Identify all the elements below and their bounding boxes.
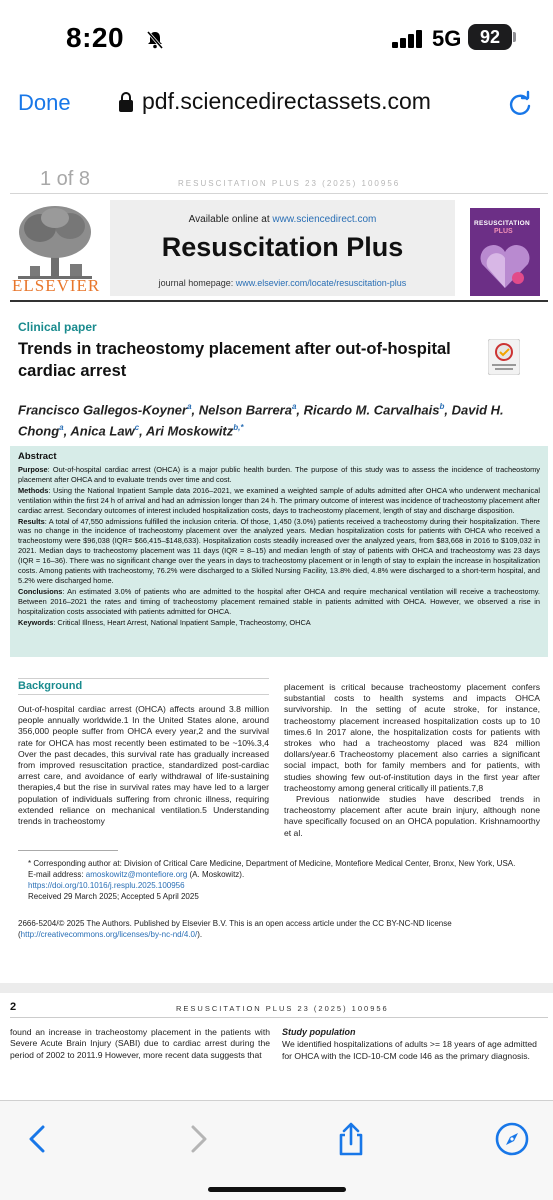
author-affiliation: c bbox=[134, 423, 140, 433]
journal-masthead bbox=[110, 200, 455, 296]
browser-nav-bar bbox=[0, 78, 553, 148]
lock-icon bbox=[118, 91, 134, 113]
cover-title: RESUSCITATION bbox=[474, 220, 531, 227]
abstract-keywords bbox=[18, 618, 540, 628]
results-label: Results bbox=[18, 516, 45, 526]
author-affiliation: b,* bbox=[233, 423, 244, 433]
compass-icon[interactable] bbox=[494, 1121, 530, 1157]
status-time: 8:20 bbox=[66, 22, 125, 53]
page-number: 2 bbox=[10, 1001, 17, 1013]
pdf-page-1 bbox=[0, 148, 553, 983]
background-text-right: placement is critical because tracheostomy placement confers substantial costs to health systems and impacts OHCA survivorship. In the setting of acute stroke, for instance, tracheostomy placement increased hospitalization costs up to 10 times.6 In 2017 alone, the hospitalization costs for patients with strokes who had a tracheostomy placed was 824 million dollars/year.6 Tracheostomy placement also carries a significant social impact, both for family members and for patients, with studies showing few out-of-institution days in the first year after tracheostomy among general critically ill patients.7,8 bbox=[284, 682, 540, 793]
methods-label: Methods bbox=[18, 485, 49, 495]
purpose-label: Purpose bbox=[18, 465, 48, 474]
author-affiliation: a bbox=[187, 402, 192, 411]
page2-left-text: found an increase in tracheostomy placement in the patients with Severe Acute Brain Injury (SABI) due to cardiac arrest during the period of 2002 to 2011.9 However, more recent data suggests that bbox=[10, 1027, 270, 1060]
doi-line bbox=[28, 880, 538, 891]
corresponding-author: * Corresponding author at: Division of Critical Care Medicine, Department of Medicine, Montefiore Medical Center, Bronx, New York, USA. bbox=[28, 859, 516, 868]
abstract-box bbox=[10, 446, 548, 657]
author-affiliation: b bbox=[439, 402, 445, 411]
homepage-link[interactable]: www.elsevier.com/locate/resuscitation-plus bbox=[235, 278, 407, 288]
abstract-conclusions bbox=[18, 587, 540, 617]
silent-bell-icon bbox=[145, 30, 165, 50]
url-text: pdf.sciencedirectassets.com bbox=[142, 88, 431, 114]
reload-icon[interactable] bbox=[505, 90, 535, 120]
email-prefix: E-mail address: bbox=[28, 870, 86, 879]
battery-level: 92 bbox=[468, 24, 512, 50]
masthead-rule bbox=[10, 300, 548, 302]
available-online bbox=[110, 214, 455, 225]
share-icon[interactable] bbox=[333, 1121, 369, 1157]
results-text: : A total of 47,550 admissions fulfilled the inclusion criteria. Of those, 1,450 (3.0%) patients received a tracheostomy during their hospitalization. There was no change in the incidence of tracheostomy placement over the analyzed years. Median hospitalization costs for patients with OHCA who received a tracheostomy were $96,038 (IQR= $66,415–$148,633). Hospitalization costs steadily increased over the analyzed years, from $83,668 in 2016 to $109,032 in 2021. Median days to tracheostomy placement was 11 days (IQR = 8–15) and median length of stay of patients with OHCA and tracheostomy was 23 days (IQR = 16–36). There was no significant change over the years in days to tracheostomy placement or in length of stay to explain the increase in hospitalization costs. Among patients with tracheostomy, 76.2% were discharged to a Skilled Nursing Facility, 13.8% died, 4.8% were discharged to a short-term hospital, and 5.2% were discharged home. bbox=[18, 516, 540, 585]
sciencedirect-link[interactable]: www.sciencedirect.com bbox=[272, 214, 377, 225]
license-prefix: 2666-5204/© 2025 The Authors. Published by Elsevier B.V. This is an open access article under the CC BY-NC-ND license ( bbox=[18, 919, 452, 939]
study-population-text: We identified hospitalizations of adults >= 18 years of age admitted for OHCA with the ICD-10-CM code I46 as the primary diagnosis. bbox=[282, 1039, 537, 1061]
email-suffix: (A. Moskowitz). bbox=[187, 870, 245, 879]
browser-toolbar bbox=[0, 1100, 553, 1200]
study-population-heading: Study population bbox=[282, 1027, 356, 1037]
author-name: Nelson Barrera bbox=[198, 402, 292, 418]
license-end: ). bbox=[197, 930, 203, 939]
abstract-purpose bbox=[18, 465, 540, 485]
received-line: Received 29 March 2025; Accepted 5 April 2025 bbox=[28, 892, 199, 901]
author-affiliation: a bbox=[59, 423, 64, 433]
email-line bbox=[28, 869, 538, 880]
doi-link[interactable]: https://doi.org/10.1016/j.resplu.2025.100956 bbox=[28, 881, 185, 890]
author-name: David H. Chong bbox=[18, 402, 504, 439]
background-heading: Background bbox=[18, 680, 83, 692]
page-indicator: 1 of 8 bbox=[40, 168, 91, 190]
purpose-text: : Out-of-hospital cardiac arrest (OHCA) is a major public health burden. The purpose of this study was to assess the incidence of tracheostomy placement after OHCA and to evaluate trends over time and cost. bbox=[18, 465, 540, 484]
header-rule-2 bbox=[10, 1017, 548, 1018]
abstract-methods bbox=[18, 486, 540, 516]
author-name: Francisco Gallegos-Koyner bbox=[18, 402, 188, 418]
conclusions-text: : An estimated 3.0% of patients who are admitted to the hospital after OHCA and require mechanical ventilation will receive a tracheostomy. Between 2016–2021 the rates and timing of tracheostomy placement remained stable in patients admitted with OHCA. However, we observed a rise in hospitalization costs associated with patients admitted for OHCA. bbox=[18, 586, 540, 616]
chevron-left-icon[interactable] bbox=[20, 1121, 56, 1157]
background-text-right-2: Previous nationwide studies have described trends in tracheostomy placement after acute brain injury, although none have specifically focused on an OHCA population. Krishnamoorthy et al. bbox=[284, 794, 540, 838]
license-text bbox=[18, 918, 538, 940]
home-indicator bbox=[208, 1187, 346, 1192]
running-header: RESUSCITATION PLUS 23 (2025) 100956 bbox=[178, 179, 401, 188]
cellular-signal-icon bbox=[392, 28, 426, 48]
pdf-viewer[interactable] bbox=[0, 148, 553, 1100]
cover-heart-graphic bbox=[478, 242, 532, 290]
battery-icon bbox=[513, 32, 516, 42]
author-name: Anica Law bbox=[70, 423, 135, 439]
homepage-prefix: journal homepage: bbox=[158, 278, 236, 288]
background-text-left: Out-of-hospital cardiac arrest (OHCA) affects around 3.8 million people annually worldwide.1 In the United States alone, around 356,000 people suffer from OHCA every year,2 and the survival rate for OHCA has most recently been estimated to be ~10%.3,4 Over the past decades, this survival rate has gradually increased from improved resuscitation practice, standardized post-cardiac arrest care, and avoidance of early withdrawal of life-sustaining therapies,4 but the rise in survival rates may have led to a larger population of individuals suffering from chronic illness, requiring extended reliance on mechanical ventilation.5 Understanding trends in tracheostomy bbox=[18, 704, 269, 827]
author-name: Ricardo M. Carvalhais bbox=[303, 402, 440, 418]
footnotes bbox=[28, 858, 538, 902]
journal-homepage bbox=[110, 278, 455, 288]
url-bar[interactable] bbox=[118, 88, 431, 115]
article-category: Clinical paper bbox=[18, 320, 97, 334]
header-rule bbox=[10, 193, 548, 194]
methods-text: : Using the National Inpatient Sample data 2016–2021, we examined a weighted sample of adults admitted after OHCA who underwent mechanical ventilation within the first 24 h of arrival and had an admission longer than 24 h. The primary outcome of interest was incidence of tracheostomy placement after cardiac arrest. Secondary outcomes of interest included hospitalization costs, days to tracheostomy placement, length of stay and discharge disposition. bbox=[18, 485, 540, 515]
author-name: Ari Moskowitz bbox=[145, 423, 234, 439]
footnote-rule bbox=[18, 850, 118, 851]
license-link[interactable]: http://creativecommons.org/licenses/by-nc-nd/4.0/ bbox=[20, 930, 198, 939]
done-button[interactable]: Done bbox=[18, 90, 71, 115]
running-header-2: RESUSCITATION PLUS 23 (2025) 100956 bbox=[176, 1004, 389, 1013]
status-bar bbox=[0, 0, 553, 78]
abstract-results bbox=[18, 517, 540, 586]
pdf-page-2 bbox=[0, 993, 553, 1100]
cover-subtitle: PLUS bbox=[494, 228, 513, 235]
check-for-updates-icon[interactable] bbox=[488, 339, 520, 375]
email-link[interactable]: amoskowitz@montefiore.org bbox=[85, 870, 188, 879]
article-title: Trends in tracheostomy placement after out-of-hospital cardiac arrest bbox=[18, 340, 451, 380]
author-affiliation: a bbox=[291, 402, 297, 411]
journal-cover-image bbox=[470, 208, 540, 296]
available-prefix: Available online at bbox=[188, 214, 273, 225]
abstract-heading: Abstract bbox=[18, 451, 57, 462]
keywords-label: Keywords bbox=[18, 617, 54, 627]
section-rule-top bbox=[18, 678, 269, 679]
journal-name: Resuscitation Plus bbox=[161, 232, 404, 262]
chevron-right-icon[interactable] bbox=[180, 1121, 216, 1157]
network-type: 5G bbox=[432, 26, 462, 51]
keywords-text: : Critical Illness, Heart Arrest, National Inpatient Sample, Tracheostomy, OHCA bbox=[53, 617, 311, 627]
elsevier-wordmark: ELSEVIER bbox=[12, 276, 101, 295]
author-list: Francisco Gallegos-Koyner$^a$, Nelson Barrera$^a$, Ricardo M. Carvalhais$^b$, David H. Chong$^a$, Anica Law$^c$, Ari Moskowitz$^{b,*}$ bbox=[18, 402, 504, 439]
right-column bbox=[284, 682, 540, 839]
conclusions-label: Conclusions bbox=[18, 586, 63, 596]
left-column bbox=[18, 680, 269, 827]
page2-right-column bbox=[282, 1027, 538, 1062]
